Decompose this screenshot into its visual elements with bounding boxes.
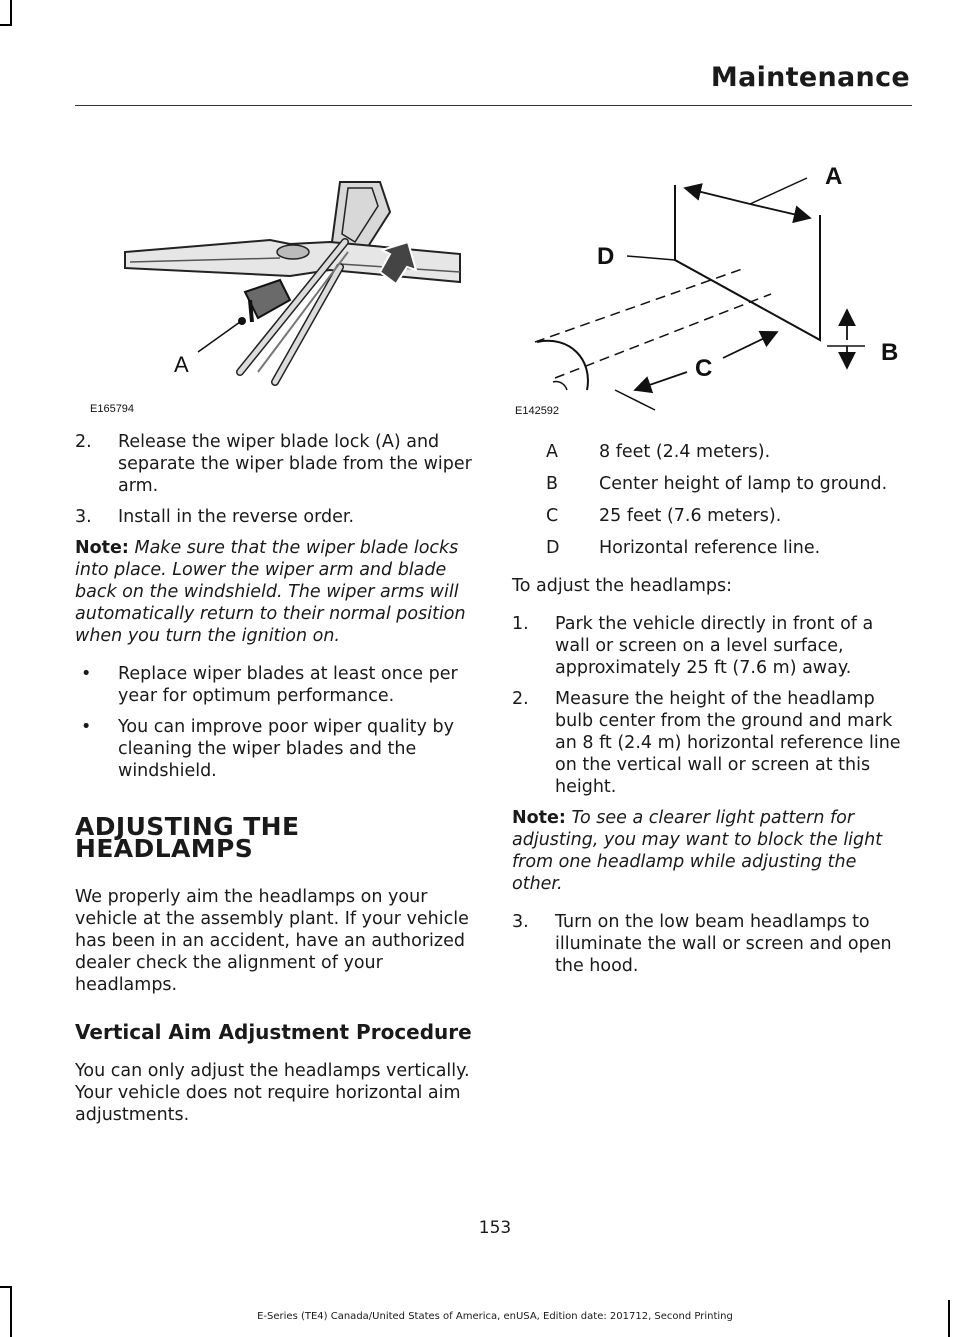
step-number: 2. [75,432,92,452]
step-3 [512,911,910,977]
note-label: Note: [512,808,566,828]
step-3 [75,506,477,528]
crop-mark-top-left-h [0,24,12,26]
note-text: Make sure that the wiper blade locks into place. Lower the wiper arm and blade back on the windshield. The wiper arms will automatically return to their normal position when you turn the ignition on. [75,538,466,646]
headlamp-label-a: A [825,163,843,190]
note-text: To see a clearer light pattern for adjusting, you may want to block the light from one headlamp while adjusting the other. [512,808,883,894]
bullet-item [75,716,477,782]
step-2 [75,431,477,497]
adjust-intro: To adjust the headlamps: [512,576,733,596]
legend-value: 8 feet (2.4 meters). [599,442,771,462]
left-column [75,431,477,1142]
legend-row [512,537,910,559]
step-number: 3. [75,507,92,527]
header-rule [75,105,912,106]
note-label: Note: [75,538,129,558]
wiper-note [75,537,477,647]
step-number: 3. [512,912,529,932]
headlamp-aim-figure [515,160,910,420]
step-number: 2. [512,689,529,709]
bullet-marker: • [81,664,92,684]
legend-key: B [546,474,559,494]
step-text: Park the vehicle directly in front of a wall or screen on a level surface, approximately 25 ft (7.6 m) away. [555,614,874,678]
crop-mark-bottom-left-h [0,1286,12,1288]
right-column [512,441,910,986]
step-text: Release the wiper blade lock (A) and separate the wiper blade from the wiper arm. [118,432,472,496]
bullet-text: You can improve poor wiper quality by cleaning the wiper blades and the windshield. [118,717,454,781]
step-text: Measure the height of the headlamp bulb center from the ground and mark an 8 ft (2.4 m) horizontal reference line on the vertical wall or screen at this height. [555,689,901,797]
wiper-callout-a: A [174,352,189,377]
wiper-figure-code: E165794 [90,403,135,415]
section-heading: ADJUSTING THE HEADLAMPS [75,812,300,863]
legend-value: Horizontal reference line. [599,538,821,558]
legend-value: Center height of lamp to ground. [599,474,888,494]
headlamp-label-d: D [597,243,615,270]
legend-value: 25 feet (7.6 meters). [599,506,782,526]
headlamp-figure-code: E142592 [515,405,560,417]
bullet-marker: • [81,717,92,737]
legend-key: A [546,442,558,462]
legend-row [512,505,910,527]
subsection-text: You can only adjust the headlamps vertically. Your vehicle does not require horizontal aim adjustments. [75,1061,470,1125]
page-number: 153 [478,1218,512,1238]
bullet-text: Replace wiper blades at least once per year for optimum performance. [118,664,458,706]
headlamp-label-b: B [881,339,899,366]
legend-key: C [546,506,559,526]
legend-key: D [546,538,560,558]
step-text: Install in the reverse order. [118,507,355,527]
section-intro: We properly aim the headlamps on your vehicle at the assembly plant. If your vehicle has been in an accident, have an authorized dealer check the alignment of your headlamps. [75,887,469,995]
step-2 [512,688,910,798]
legend-row [512,473,910,495]
step-number: 1. [512,614,529,634]
step-text: Turn on the low beam headlamps to illuminate the wall or screen and open the hood. [555,912,892,976]
page-title: Maintenance [710,62,910,93]
crop-mark-top-left-v [10,0,12,26]
step-1 [512,613,910,679]
bullet-item [75,663,477,707]
headlamp-note [512,807,910,895]
legend-row [512,441,910,463]
headlamp-label-c: C [695,355,713,382]
wiper-blade-figure [90,172,470,420]
subsection-heading: Vertical Aim Adjustment Procedure [75,1020,472,1044]
page-footer: E-Series (TE4) Canada/United States of America, enUSA, Edition date: 201712, Second Printing [257,1311,733,1322]
